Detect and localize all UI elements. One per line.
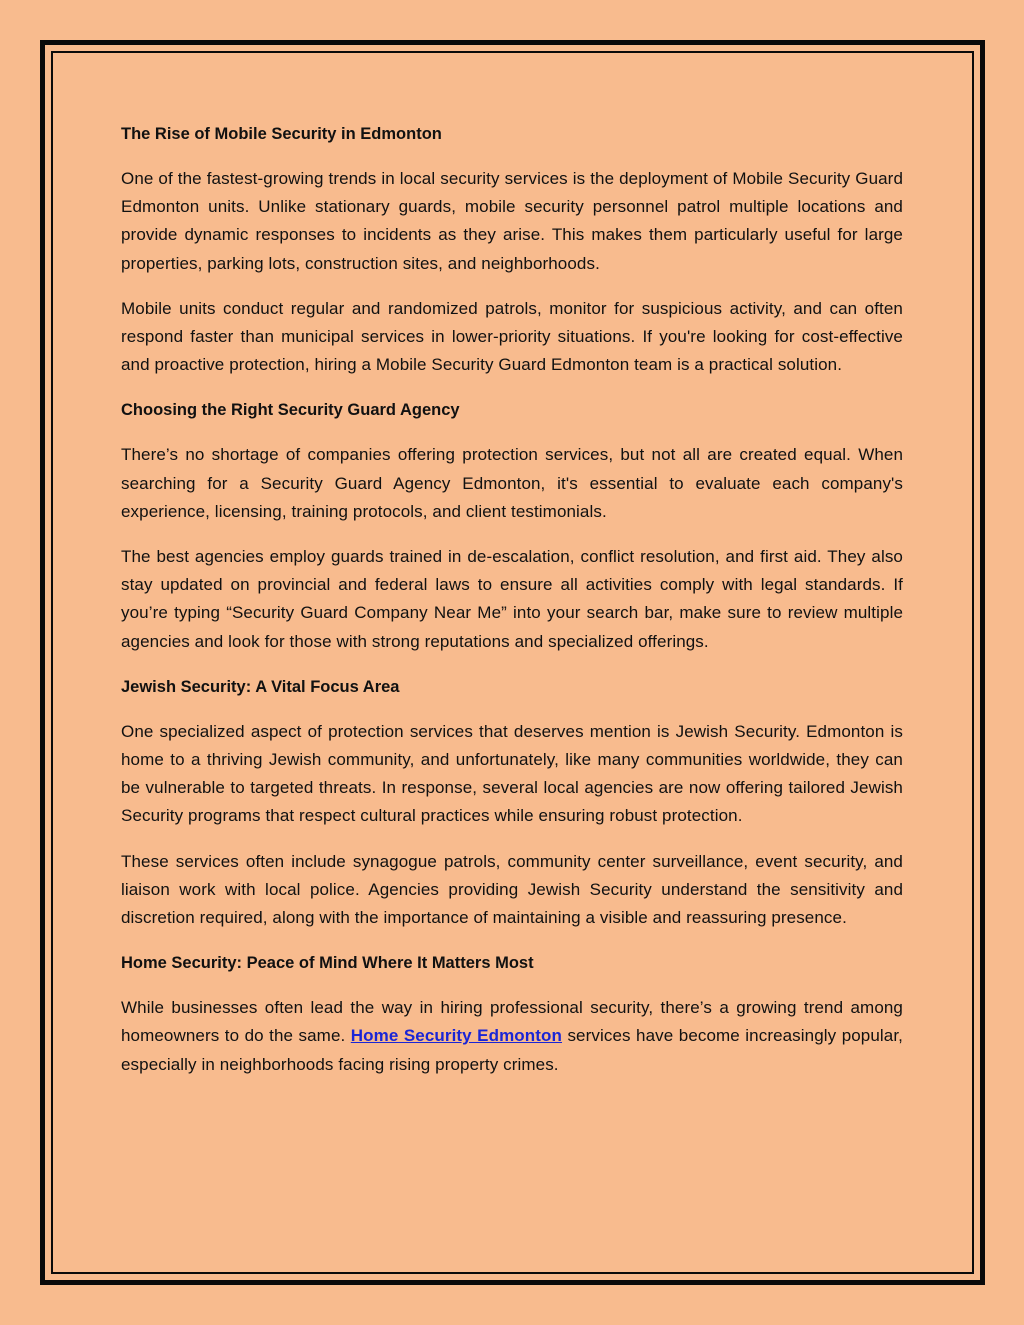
section-heading: Choosing the Right Security Guard Agency	[121, 401, 460, 420]
section-jewish-security	[121, 673, 903, 932]
section-heading: Jewish Security: A Vital Focus Area	[121, 677, 400, 696]
paragraph-text-after-link: services have become increasingly popular, especially in neighborhoods facing rising property crimes.	[121, 1026, 903, 1074]
paragraph: One of the fastest-growing trends in local security services is the deployment of Mobile Security Guard Edmonton units. Unlike stationary guards, mobile security personnel patrol multiple locations and provide dynamic responses to incidents as they arise. This makes them particularly useful for large properties, parking lots, construction sites, and neighborhoods.	[121, 169, 903, 273]
paragraph	[121, 994, 903, 1079]
paragraph: These services often include synagogue patrols, community center surveillance, event security, and liaison work with local police. Agencies providing Jewish Security understand the sensitivity and discretion required, along with the importance of maintaining a visible and reassuring presence.	[121, 851, 903, 928]
section-mobile-security	[121, 120, 903, 379]
section-home-security	[121, 949, 903, 1079]
paragraph: One specialized aspect of protection services that deserves mention is Jewish Security. Edmonton is home to a thriving Jewish community, and unfortunately, like many communities worldwide, they can be vulnerable to targeted threats. In response, several local agencies are now offering tailored Jewish Security programs that respect cultural practices while ensuring robust protection.	[121, 721, 903, 826]
paragraph: The best agencies employ guards trained in de-escalation, conflict resolution, and first aid. They also stay updated on provincial and federal laws to ensure all activities comply with legal standards. If you’re typing “Security Guard Company Near Me” into your search bar, make sure to review multiple agencies and look for those with strong reputations and specialized offerings.	[121, 547, 903, 651]
section-heading: The Rise of Mobile Security in Edmonton	[121, 125, 442, 143]
document-body	[121, 120, 903, 1096]
paragraph: There’s no shortage of companies offering protection services, but not all are created equal. When searching for a Security Guard Agency Edmonton, it's essential to evaluate each company's experience, licensing, training protocols, and client testimonials.	[121, 445, 903, 521]
home-security-edmonton-link[interactable]: Home Security Edmonton	[350, 1026, 563, 1046]
paragraph: Mobile units conduct regular and randomized patrols, monitor for suspicious activity, and can often respond faster than municipal services in lower-priority situations. If you're looking for cost-effective and proactive protection, hiring a Mobile Security Guard Edmonton team is a practical solution.	[121, 298, 903, 375]
paragraph-text-before-link: While businesses often lead the way in hiring professional security, there’s a growing trend among homeowners to do the same.	[121, 998, 903, 1046]
section-choosing-agency	[121, 396, 903, 655]
section-heading: Home Security: Peace of Mind Where It Matters Most	[121, 954, 534, 973]
